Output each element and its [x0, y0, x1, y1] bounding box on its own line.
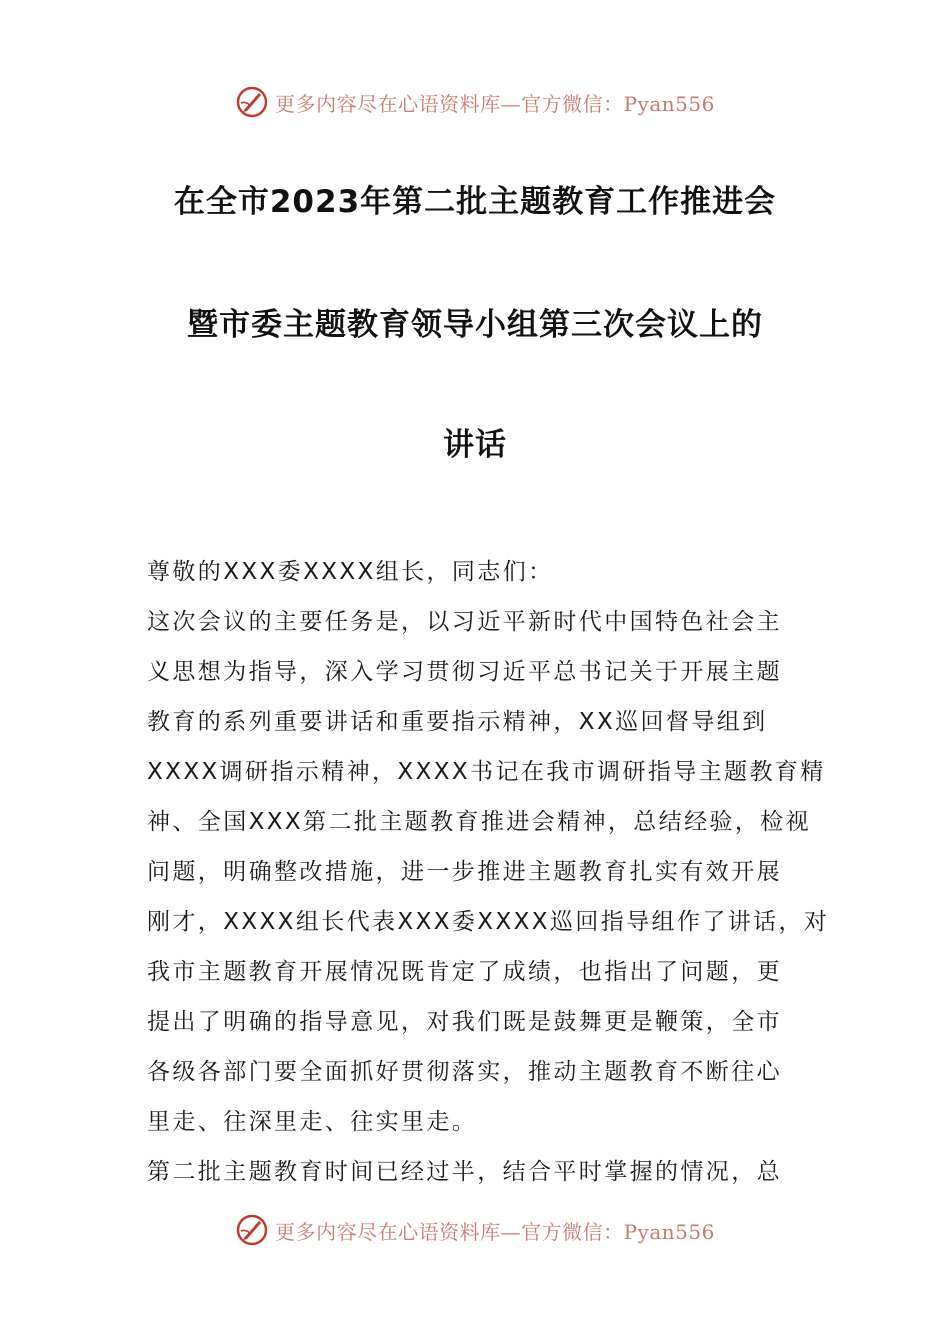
body-line: 里走、往深里走、往实里走。: [147, 1109, 478, 1135]
body-line: 这次会议的主要任务是，以习近平新时代中国特色社会主: [147, 609, 782, 635]
watermark-text: 更多内容尽在心语资料库—官方微信：Pyan556: [275, 1219, 715, 1244]
body-line: 刚才，XXXX组长代表XXX委XXXX巡回指导组作了讲话，对: [147, 909, 830, 935]
body-line: 尊敬的XXX委XXXX组长，同志们：: [147, 559, 554, 585]
body-line: 各级各部门要全面抓好贯彻落实，推动主题教育不断往心: [147, 1059, 782, 1085]
body-line: 问题，明确整改措施，进一步推进主题教育扎实有效开展: [147, 859, 782, 885]
body-line: XXXX调研指示精神，XXXX书记在我市调研指导主题教育精: [147, 759, 826, 785]
document-title-line-3: 讲话: [443, 427, 507, 463]
quill-logo-icon: [235, 1213, 269, 1247]
body-line: 我市主题教育开展情况既肯定了成绩，也指出了问题，更: [147, 959, 782, 985]
body-line: 教育的系列重要讲话和重要指示精神，XX巡回督导组到: [147, 709, 768, 735]
body-line: 提出了明确的指导意见，对我们既是鼓舞更是鞭策，全市: [147, 1009, 782, 1035]
document-title-line-1: 在全市2023年第二批主题教育工作推进会: [173, 184, 777, 220]
quill-logo-icon: [235, 85, 269, 119]
watermark-banner-bottom: [0, 1210, 950, 1250]
body-line: 义思想为指导，深入学习贯彻习近平总书记关于开展主题: [147, 659, 782, 685]
body-line: 神、全国XXX第二批主题教育推进会精神，总结经验，检视: [147, 809, 812, 835]
body-line: 第二批主题教育时间已经过半，结合平时掌握的情况，总: [147, 1159, 782, 1185]
watermark-text: 更多内容尽在心语资料库—官方微信：Pyan556: [275, 91, 715, 116]
document-title-line-2: 暨市委主题教育领导小组第三次会议上的: [187, 307, 763, 343]
watermark-banner-top: [0, 82, 950, 122]
